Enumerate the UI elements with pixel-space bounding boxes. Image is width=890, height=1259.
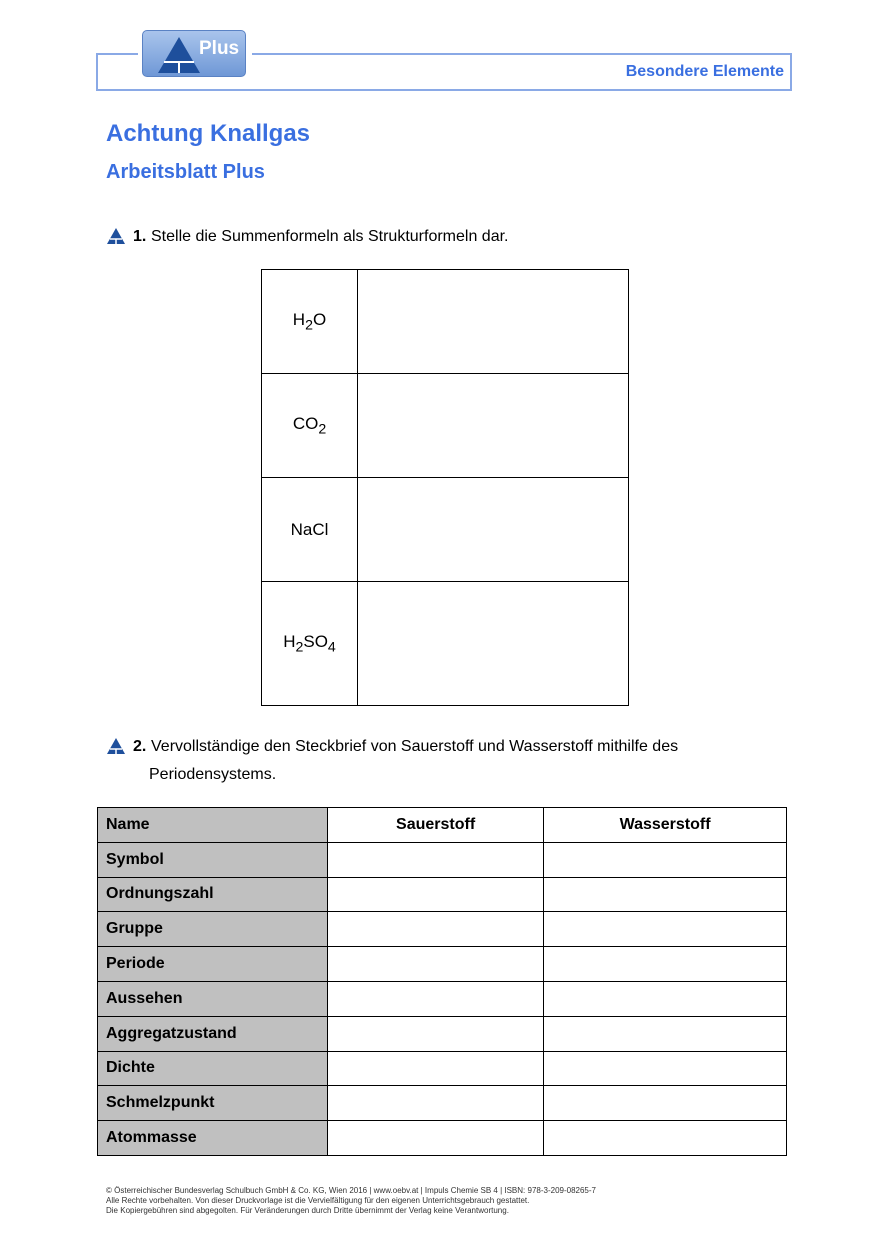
table-row <box>98 1016 787 1051</box>
answer-cell[interactable] <box>328 1121 544 1156</box>
answer-cell[interactable] <box>328 842 544 877</box>
table-row <box>98 1051 787 1086</box>
row-label: Aggregatzustand <box>98 1016 328 1051</box>
row-label: Schmelzpunkt <box>98 1086 328 1121</box>
table-row <box>98 981 787 1016</box>
answer-cell[interactable] <box>544 981 787 1016</box>
answer-cell[interactable] <box>328 912 544 947</box>
table-row <box>98 947 787 982</box>
task-1-number: 1. <box>133 228 147 245</box>
formula-row <box>262 374 629 478</box>
table-header-row <box>98 808 787 843</box>
answer-cell[interactable] <box>544 1121 787 1156</box>
section-title: Besondere Elemente <box>625 63 784 80</box>
answer-cell[interactable] <box>544 842 787 877</box>
footer-line: Die Kopiergebühren sind abgegolten. Für Veränderungen durch Dritte übernimmt der Verlag keine Verantwortung. <box>106 1206 509 1215</box>
header-wasserstoff: Wasserstoff <box>544 808 787 843</box>
answer-cell[interactable] <box>544 1086 787 1121</box>
difficulty-triangle-icon <box>106 737 126 755</box>
answer-cell[interactable] <box>328 947 544 982</box>
answer-cell[interactable] <box>544 877 787 912</box>
formula-row <box>262 582 629 706</box>
header-sauerstoff: Sauerstoff <box>328 808 544 843</box>
logo-text: Plus <box>199 38 240 59</box>
answer-cell[interactable] <box>358 270 629 374</box>
row-label: Gruppe <box>98 912 328 947</box>
steckbrief-table <box>97 807 787 1156</box>
page-title: Achtung Knallgas <box>106 120 311 147</box>
pyramid-icon <box>157 36 201 74</box>
formula-cell: $H_2SO_4$ <box>262 582 358 706</box>
answer-cell[interactable] <box>358 478 629 582</box>
formula-table <box>261 269 629 706</box>
table-row <box>98 877 787 912</box>
answer-cell[interactable] <box>328 877 544 912</box>
row-label: Dichte <box>98 1051 328 1086</box>
answer-cell[interactable] <box>328 1086 544 1121</box>
answer-cell[interactable] <box>544 912 787 947</box>
table-row <box>98 1086 787 1121</box>
answer-cell[interactable] <box>358 374 629 478</box>
answer-cell[interactable] <box>544 1016 787 1051</box>
task-2-number: 2. <box>133 738 147 755</box>
formula-cell: $H_2O$ <box>262 270 358 374</box>
plus-logo <box>142 30 246 77</box>
difficulty-triangle-icon <box>106 227 126 245</box>
row-label: Ordnungszahl <box>98 877 328 912</box>
answer-cell[interactable] <box>328 981 544 1016</box>
table-row <box>98 1121 787 1156</box>
formula-row <box>262 478 629 582</box>
table-row <box>98 842 787 877</box>
page-subtitle: Arbeitsblatt Plus <box>106 161 265 183</box>
row-label: Atommasse <box>98 1121 328 1156</box>
row-label: Aussehen <box>98 981 328 1016</box>
header-name: Name <box>98 808 328 843</box>
table-row <box>98 912 787 947</box>
task-2-text-line1: Vervollständige den Steckbrief von Sauerstoff und Wasserstoff mithilfe des <box>151 738 679 755</box>
answer-cell[interactable] <box>358 582 629 706</box>
footer-line: © Österreichischer Bundesverlag Schulbuch GmbH & Co. KG, Wien 2016 | www.oebv.at | Impuls Chemie SB 4 | ISBN: 978-3-209-08265-7 <box>106 1186 596 1195</box>
answer-cell[interactable] <box>328 1051 544 1086</box>
task-1-text: Stelle die Summenformeln als Strukturformeln dar. <box>151 228 509 245</box>
formula-cell: $CO_2$ <box>262 374 358 478</box>
answer-cell[interactable] <box>544 1051 787 1086</box>
footer-line: Alle Rechte vorbehalten. Von dieser Druckvorlage ist die Vervielfältigung für den eigenen Unterrichtsgebrauch gestattet. <box>106 1196 530 1205</box>
row-label: Symbol <box>98 842 328 877</box>
row-label: Periode <box>98 947 328 982</box>
formula-row <box>262 270 629 374</box>
task-2-text-line2: Periodensystems. <box>149 766 277 783</box>
formula-cell: NaCl <box>262 478 358 582</box>
answer-cell[interactable] <box>544 947 787 982</box>
footer <box>106 1186 596 1216</box>
answer-cell[interactable] <box>328 1016 544 1051</box>
